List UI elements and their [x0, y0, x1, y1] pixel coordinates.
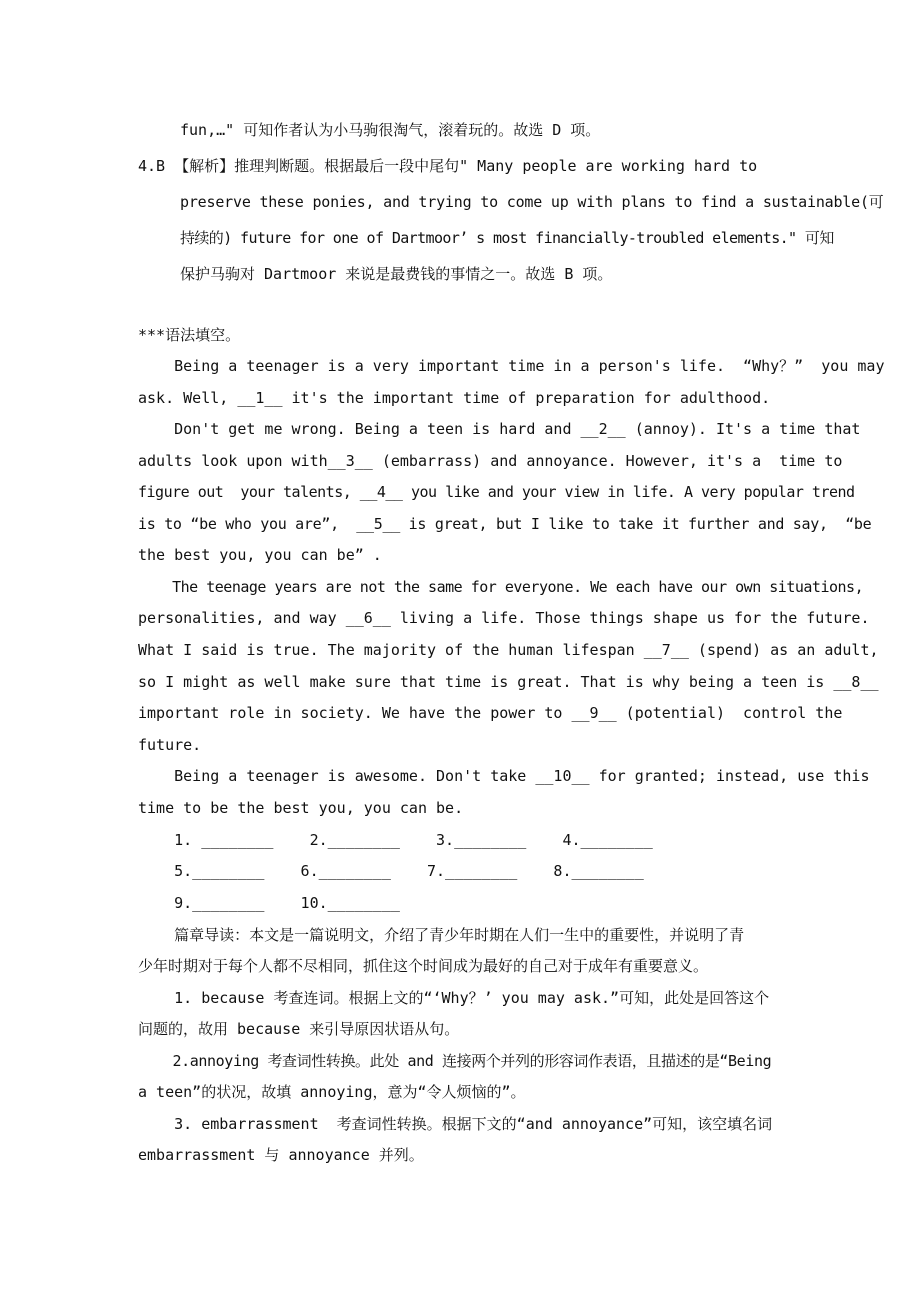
explanation-line: embarrassment 与 annoyance 并列。 — [138, 1146, 424, 1164]
answer-blank-row: 9.________ 10.________ — [138, 894, 400, 912]
q4-line-4: 保护马驹对 Dartmoor 来说是最费钱的事情之一。故选 B 项。 — [180, 265, 613, 283]
passage-line: figure out your talents, __4__ you like and your view in life. A very popular trend — [138, 483, 855, 501]
explanation-line: 问题的，故用 because 来引导原因状语从句。 — [138, 1020, 460, 1038]
q4-answer-head: 4.B 【解析】推理判断题。根据最后一段中尾句" Many people are working hard to — [138, 157, 758, 175]
passage-line: future. — [138, 736, 202, 754]
passage-line: time to be the best you, you can be. — [138, 799, 464, 817]
explanation-line: 1. because 考查连词。根据上文的“‘Why？’ you may ask.”可知，此处是回答这个 — [138, 989, 770, 1007]
q4-line-3: 持续的) future for one of Dartmoor’ s most financially-troubled elements." 可知 — [180, 229, 834, 247]
passage-line: adults look upon with__3__ (embarrass) and annoyance. However, it's a time to — [138, 452, 843, 470]
section-title: ***语法填空。 — [138, 326, 241, 344]
passage-line: the best you, you can be” . — [138, 546, 382, 564]
passage-line: Don't get me wrong. Being a teen is hard and __2__ (annoy). It's a time that — [138, 420, 861, 438]
answer-blank-row: 1. ________ 2.________ 3.________ 4.________ — [138, 831, 653, 849]
explanation-line: 2.annoying 考查词性转换。此处 and 连接两个并列的形容词作表语，且描述的是“Being — [138, 1052, 772, 1070]
passage-line: personalities, and way __6__ living a life. Those things shape us for the future. — [138, 609, 870, 627]
explanation-line: 少年时期对于每个人都不尽相同，抓住这个时间成为最好的自己对于成年有重要意义。 — [138, 957, 709, 975]
passage-line: What I said is true. The majority of the human lifespan __7__ (spend) as an adult, — [138, 641, 879, 659]
passage-line: Being a teenager is a very important time in a person's life. “Why？” you may — [138, 357, 885, 375]
q4-line-2: preserve these ponies, and trying to come up with plans to find a sustainable(可 — [180, 193, 884, 211]
passage-line: ask. Well, __1__ it's the important time of preparation for adulthood. — [138, 389, 771, 407]
q3-explanation-tail: fun,…" 可知作者认为小马驹很淘气，滚着玩的。故选 D 项。 — [180, 121, 601, 139]
passage-line: so I might as well make sure that time is great. That is why being a teen is __8__ — [138, 673, 879, 691]
passage-line: Being a teenager is awesome. Don't take __10__ for granted; instead, use this — [138, 767, 870, 785]
explanation-line: 3. embarrassment 考查词性转换。根据下文的“and annoyance”可知，该空填名词 — [138, 1115, 773, 1133]
passage-line: important role in society. We have the power to __9__ (potential) control the — [138, 704, 843, 722]
passage-line: The teenage years are not the same for everyone. We each have our own situations, — [138, 578, 864, 596]
explanation-line: a teen”的状况，故填 annoying，意为“令人烦恼的”。 — [138, 1083, 526, 1101]
explanation-line: 篇章导读：本文是一篇说明文，介绍了青少年时期在人们一生中的重要性，并说明了青 — [138, 926, 745, 944]
answer-blank-row: 5.________ 6.________ 7.________ 8.________ — [138, 862, 644, 880]
passage-line: is to “be who you are”, __5__ is great, but I like to take it further and say, “be — [138, 515, 872, 533]
